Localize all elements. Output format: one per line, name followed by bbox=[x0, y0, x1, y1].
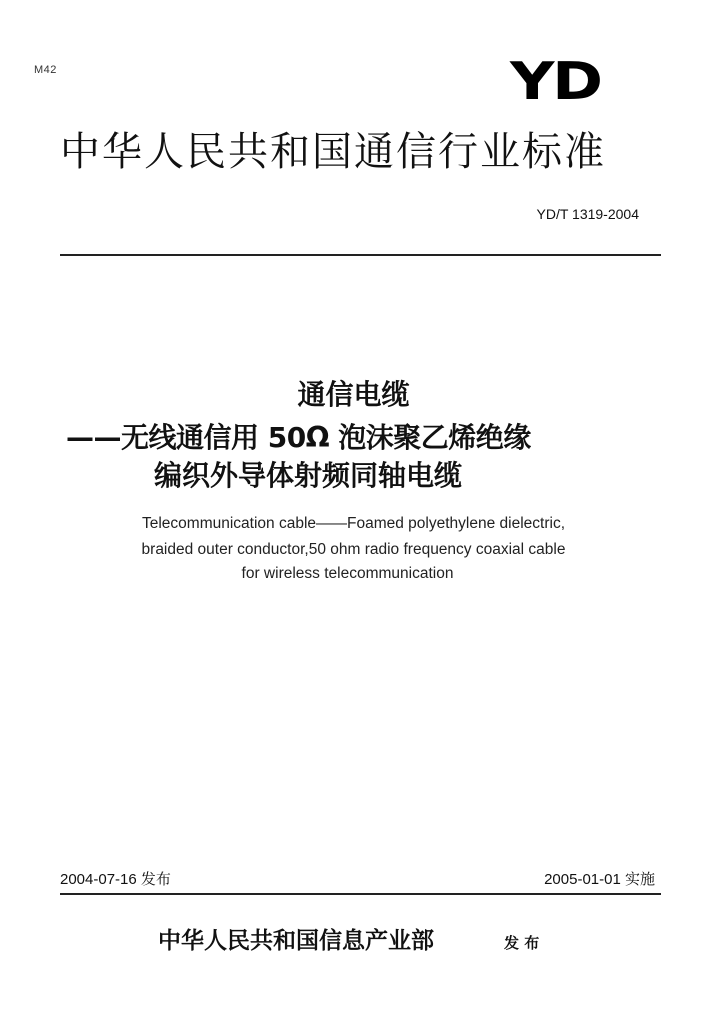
english-title-line-1: Telecommunication cable——Foamed polyethylene dielectric, bbox=[141, 515, 565, 532]
yd-logo: YD bbox=[510, 52, 601, 112]
chinese-title-line-3: 编织外导体射频同轴电缆 bbox=[154, 459, 463, 492]
header-divider bbox=[60, 254, 661, 256]
implementation-date: 2005-01-01 实施 bbox=[544, 871, 655, 888]
classification-code: M42 bbox=[34, 64, 57, 76]
issue-date: 2004-07-16 发布 bbox=[60, 871, 171, 888]
publisher-name: 中华人民共和国信息产业部 bbox=[158, 927, 434, 954]
standard-number: YD/T 1319-2004 bbox=[536, 206, 639, 222]
english-title-line-2: braided outer conductor,50 ohm radio frequency coaxial cable bbox=[141, 541, 566, 558]
publisher-action: 发 布 bbox=[504, 934, 540, 952]
authority-title: 中华人民共和国通信行业标准 bbox=[60, 129, 606, 175]
chinese-title-line-1: 通信电缆 bbox=[297, 378, 410, 411]
footer-divider bbox=[60, 893, 661, 895]
chinese-title-line-2: ——无线通信用 50Ω 泡沫聚乙烯绝缘 bbox=[66, 421, 531, 454]
english-title-line-3: for wireless telecommunication bbox=[241, 565, 454, 582]
